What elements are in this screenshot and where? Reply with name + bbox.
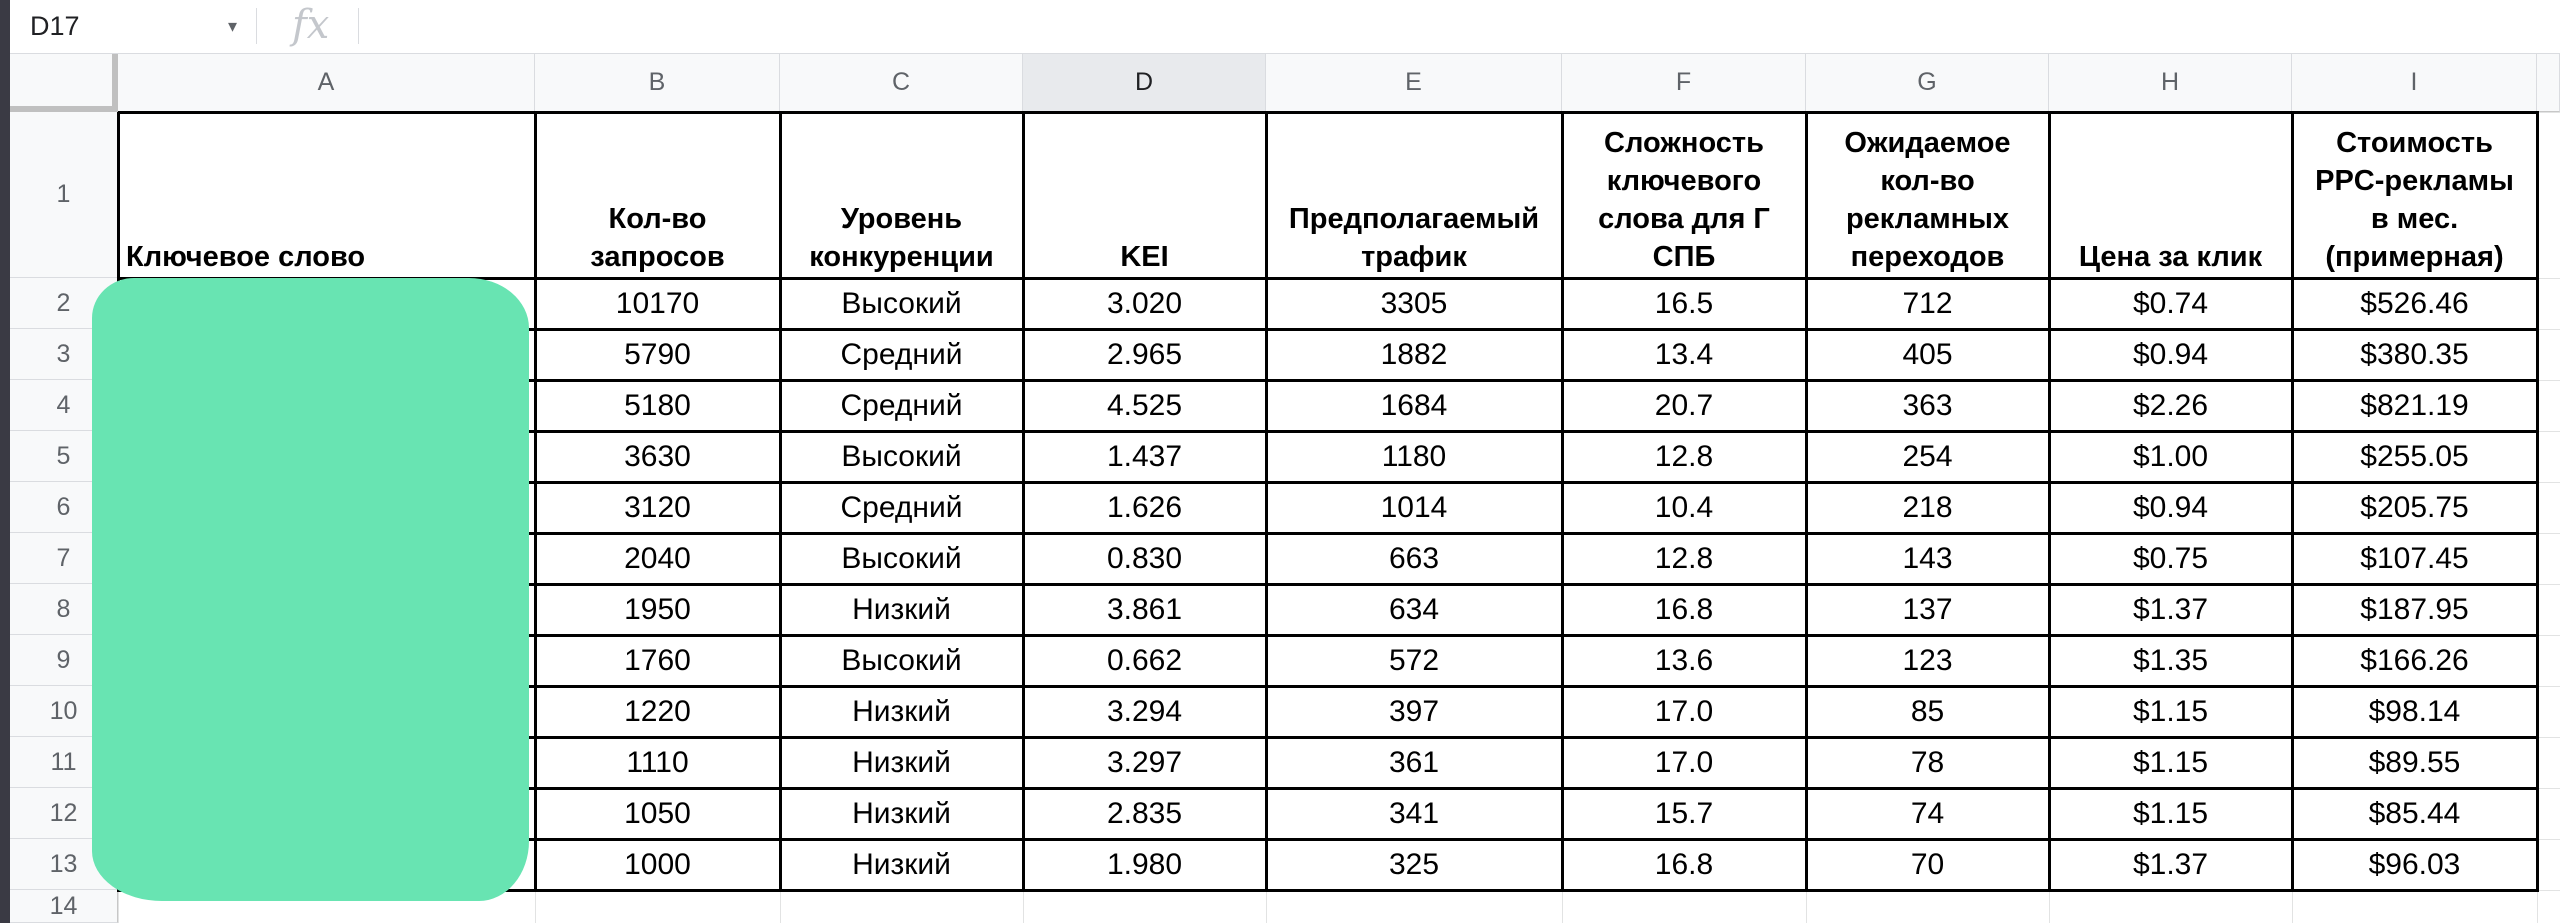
- name-box[interactable]: [10, 0, 256, 53]
- table-cell[interactable]: 123: [1902, 643, 1953, 677]
- table-header-cell[interactable]: Сложность ключевого слова для Г СПБ: [1598, 127, 1770, 273]
- table-cell[interactable]: Высокий: [841, 541, 962, 575]
- table-cell[interactable]: Средний: [840, 337, 963, 371]
- column-header-b[interactable]: B: [535, 54, 780, 112]
- table-cell[interactable]: 1110: [626, 745, 689, 779]
- table-header-cell[interactable]: Ожидаемое кол-во рекламных переходов: [1844, 127, 2011, 273]
- table-cell[interactable]: 1220: [624, 694, 691, 728]
- table-cell[interactable]: 1950: [624, 592, 691, 626]
- row-header-5[interactable]: 5: [10, 431, 118, 482]
- table-cell[interactable]: $0.94: [2132, 337, 2209, 371]
- table-cell[interactable]: 1684: [1380, 388, 1448, 422]
- table-cell[interactable]: $0.75: [2132, 541, 2209, 575]
- row-header-13[interactable]: 13: [10, 839, 118, 890]
- table-cell[interactable]: 74: [1910, 796, 1945, 830]
- table-cell[interactable]: 712: [1902, 286, 1953, 320]
- table-cell[interactable]: 12.8: [1654, 541, 1714, 575]
- table-cell[interactable]: Низкий: [852, 694, 951, 728]
- table-cell[interactable]: 78: [1910, 745, 1945, 779]
- table-cell[interactable]: $85.44: [2368, 796, 2461, 830]
- table-cell[interactable]: $1.15: [2132, 745, 2209, 779]
- table-cell[interactable]: $1.00: [2132, 439, 2209, 473]
- table-border-vertical: [2536, 112, 2539, 892]
- select-all-corner[interactable]: [10, 54, 118, 112]
- table-cell[interactable]: 0.662: [1106, 643, 1183, 677]
- table-cell[interactable]: 634: [1388, 592, 1440, 626]
- column-header-d[interactable]: D: [1023, 54, 1266, 112]
- empty-cell[interactable]: [2049, 890, 2292, 923]
- table-cell[interactable]: 1882: [1380, 337, 1448, 371]
- chevron-down-icon[interactable]: ▾: [228, 16, 238, 36]
- empty-cell[interactable]: [1806, 890, 2049, 923]
- table-cell[interactable]: $205.75: [2360, 490, 2469, 524]
- row-header-2[interactable]: 2: [10, 278, 118, 329]
- table-header-cell[interactable]: Ключевое слово: [126, 241, 366, 273]
- column-header-c[interactable]: C: [780, 54, 1023, 112]
- table-cell[interactable]: 16.8: [1654, 592, 1714, 626]
- table-border-horizontal: [118, 111, 2539, 114]
- table-cell[interactable]: $380.35: [2360, 337, 2469, 371]
- table-header-cell[interactable]: KEI: [1120, 241, 1169, 273]
- column-header-overflow: [2537, 54, 2560, 112]
- table-cell[interactable]: 325: [1388, 847, 1440, 881]
- table-cell[interactable]: 20.7: [1654, 388, 1714, 422]
- table-border-vertical: [534, 112, 537, 892]
- table-cell[interactable]: Низкий: [852, 592, 951, 626]
- table-header-cell[interactable]: Предполагаемый трафик: [1288, 203, 1540, 273]
- row-header-7[interactable]: 7: [10, 533, 118, 584]
- table-cell[interactable]: 363: [1902, 388, 1953, 422]
- table-cell[interactable]: 13.4: [1654, 337, 1714, 371]
- column-header-i[interactable]: I: [2292, 54, 2537, 112]
- table-cell[interactable]: 1180: [1381, 439, 1447, 473]
- table-cell[interactable]: Низкий: [852, 796, 951, 830]
- name-box-value[interactable]: D17: [30, 11, 80, 41]
- formula-bar-divider: [256, 8, 257, 44]
- table-cell[interactable]: 5180: [624, 388, 691, 422]
- table-cell[interactable]: 3305: [1380, 286, 1448, 320]
- redaction-overlay: [92, 278, 529, 901]
- table-cell[interactable]: $1.35: [2132, 643, 2209, 677]
- table-cell[interactable]: $2.26: [2132, 388, 2209, 422]
- table-cell[interactable]: $96.03: [2368, 847, 2461, 881]
- table-cell[interactable]: $89.55: [2368, 745, 2461, 779]
- column-header-row: [10, 54, 2560, 112]
- row-header-4[interactable]: 4: [10, 380, 118, 431]
- table-cell[interactable]: 1000: [624, 847, 691, 881]
- table-cell[interactable]: 341: [1388, 796, 1440, 830]
- row-header-12[interactable]: 12: [10, 788, 118, 839]
- table-cell[interactable]: 2.835: [1106, 796, 1183, 830]
- table-border-vertical: [779, 112, 782, 892]
- table-cell[interactable]: $166.26: [2360, 643, 2469, 677]
- row-header-6[interactable]: 6: [10, 482, 118, 533]
- table-header-cell[interactable]: Кол-во запросов: [590, 203, 725, 273]
- table-cell[interactable]: Высокий: [841, 439, 962, 473]
- table-cell[interactable]: 405: [1902, 337, 1953, 371]
- empty-cell[interactable]: [780, 890, 1023, 923]
- row-header-1[interactable]: 1: [10, 112, 118, 278]
- row-header-3[interactable]: 3: [10, 329, 118, 380]
- table-cell[interactable]: 0.830: [1106, 541, 1183, 575]
- formula-input[interactable]: [370, 0, 2550, 53]
- empty-cell[interactable]: [1266, 890, 1562, 923]
- table-cell[interactable]: 1760: [624, 643, 691, 677]
- column-header-g[interactable]: G: [1806, 54, 2049, 112]
- table-cell[interactable]: 663: [1388, 541, 1440, 575]
- table-cell[interactable]: $1.37: [2132, 847, 2209, 881]
- table-border-vertical: [2291, 112, 2294, 892]
- table-cell[interactable]: 17.0: [1654, 745, 1714, 779]
- table-cell[interactable]: $1.15: [2132, 796, 2209, 830]
- table-cell[interactable]: 10170: [615, 286, 700, 320]
- table-cell[interactable]: 10.4: [1654, 490, 1714, 524]
- column-header-h[interactable]: H: [2049, 54, 2292, 112]
- table-cell[interactable]: $526.46: [2360, 286, 2469, 320]
- table-cell[interactable]: 2040: [624, 541, 691, 575]
- table-cell[interactable]: 143: [1902, 541, 1953, 575]
- table-cell[interactable]: $0.74: [2132, 286, 2209, 320]
- table-cell[interactable]: 1.626: [1106, 490, 1183, 524]
- table-cell[interactable]: 137: [1902, 592, 1953, 626]
- formula-bar: [10, 0, 2560, 54]
- table-cell[interactable]: 3630: [624, 439, 691, 473]
- table-cell[interactable]: Средний: [840, 388, 963, 422]
- table-cell[interactable]: 3.297: [1106, 745, 1183, 779]
- table-cell[interactable]: Высокий: [841, 643, 962, 677]
- table-cell[interactable]: 1014: [1380, 490, 1448, 524]
- table-border-vertical: [1561, 112, 1564, 892]
- table-cell[interactable]: 85: [1910, 694, 1945, 728]
- table-cell[interactable]: 3.861: [1106, 592, 1183, 626]
- table-cell[interactable]: 16.5: [1654, 286, 1714, 320]
- table-header-cell[interactable]: Стоимость PPC-рекламы в мес. (примерная): [2315, 127, 2514, 273]
- table-cell[interactable]: $0.94: [2132, 490, 2209, 524]
- table-cell[interactable]: Средний: [840, 490, 963, 524]
- column-header-f[interactable]: F: [1562, 54, 1806, 112]
- table-cell[interactable]: 397: [1388, 694, 1440, 728]
- table-cell[interactable]: $1.37: [2132, 592, 2209, 626]
- empty-cell[interactable]: [1023, 890, 1266, 923]
- window-edge: [0, 0, 10, 923]
- table-header-cell[interactable]: Цена за клик: [2078, 241, 2263, 273]
- table-cell[interactable]: 13.6: [1654, 643, 1714, 677]
- table-cell[interactable]: 572: [1388, 643, 1440, 677]
- table-cell[interactable]: 2.965: [1106, 337, 1183, 371]
- table-header-cell[interactable]: Уровень конкуренции: [809, 203, 994, 273]
- row-header-10[interactable]: 10: [10, 686, 118, 737]
- table-border-vertical: [1022, 112, 1025, 892]
- function-icon: fx: [292, 2, 330, 48]
- row-header-8[interactable]: 8: [10, 584, 118, 635]
- table-cell[interactable]: 16.8: [1654, 847, 1714, 881]
- table-cell[interactable]: $98.14: [2368, 694, 2461, 728]
- table-cell[interactable]: 361: [1388, 745, 1440, 779]
- empty-cell[interactable]: [1562, 890, 1806, 923]
- table-cell[interactable]: 3120: [624, 490, 691, 524]
- row-header-9[interactable]: 9: [10, 635, 118, 686]
- column-header-e[interactable]: E: [1266, 54, 1562, 112]
- table-cell[interactable]: 254: [1902, 439, 1953, 473]
- table-border-vertical: [2048, 112, 2051, 892]
- table-cell[interactable]: $107.45: [2360, 541, 2469, 575]
- table-cell[interactable]: 1.980: [1106, 847, 1183, 881]
- table-cell[interactable]: 3.294: [1106, 694, 1183, 728]
- table-cell[interactable]: 5790: [624, 337, 691, 371]
- table-cell[interactable]: $187.95: [2360, 592, 2469, 626]
- table-cell[interactable]: Низкий: [852, 745, 951, 779]
- table-cell[interactable]: 218: [1902, 490, 1953, 524]
- table-cell[interactable]: Высокий: [841, 286, 962, 320]
- table-cell[interactable]: $1.15: [2132, 694, 2209, 728]
- table-cell[interactable]: 1050: [624, 796, 691, 830]
- formula-bar-divider: [358, 8, 359, 44]
- table-cell[interactable]: 70: [1910, 847, 1945, 881]
- table-cell[interactable]: Низкий: [852, 847, 951, 881]
- empty-cell[interactable]: [535, 890, 780, 923]
- table-cell[interactable]: 12.8: [1654, 439, 1714, 473]
- table-border-vertical: [1805, 112, 1808, 892]
- table-cell[interactable]: 1.437: [1106, 439, 1183, 473]
- table-border-vertical: [1265, 112, 1268, 892]
- row-header-14[interactable]: 14: [10, 890, 118, 923]
- table-cell[interactable]: 17.0: [1654, 694, 1714, 728]
- empty-cell[interactable]: [2292, 890, 2537, 923]
- row-header-11[interactable]: 11: [10, 737, 118, 788]
- column-header-a[interactable]: A: [118, 54, 535, 112]
- table-cell[interactable]: $821.19: [2360, 388, 2469, 422]
- table-cell[interactable]: 3.020: [1106, 286, 1183, 320]
- table-cell[interactable]: 4.525: [1106, 388, 1183, 422]
- table-cell[interactable]: 15.7: [1654, 796, 1714, 830]
- table-cell[interactable]: $255.05: [2360, 439, 2469, 473]
